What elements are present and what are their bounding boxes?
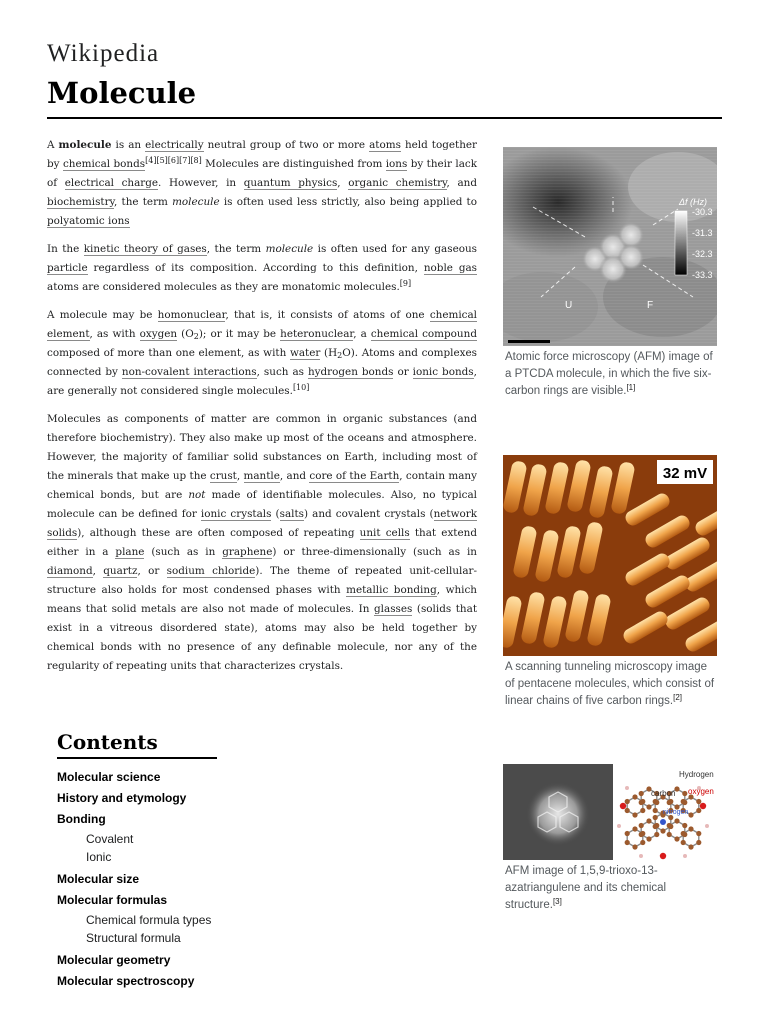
link-glasses[interactable]: glasses: [374, 603, 413, 615]
link-chemical-bonds[interactable]: chemical bonds: [62, 158, 146, 170]
colorbar-tick: -33.3: [692, 270, 713, 280]
citation-ref[interactable]: [1]: [626, 383, 636, 392]
table-of-contents: [57, 730, 357, 992]
toc-title: Contents: [57, 730, 158, 754]
link-salts[interactable]: salts: [279, 508, 304, 520]
link-atoms[interactable]: atoms: [369, 139, 401, 151]
title-divider: [47, 117, 722, 119]
toc-item[interactable]: Molecular formulas: [57, 893, 168, 907]
link-electrically[interactable]: electrically: [145, 139, 204, 151]
afm-ptcda-image: [503, 147, 717, 346]
toc-item[interactable]: Bonding: [57, 812, 106, 826]
link-water[interactable]: water: [289, 347, 321, 359]
colorbar-tick: -30.3: [692, 207, 713, 217]
link-sodium-chloride[interactable]: sodium chloride: [166, 565, 256, 577]
triazine-afm-image: [503, 764, 613, 860]
link-kinetic-theory[interactable]: kinetic theory of gases: [83, 243, 207, 255]
paragraph-homonuclear: A molecule may be homonuclear, that is, it consists of atoms of one chemical element, as with oxygen $(O_2)$; or it may be heteronuclear, a chemical compound composed of more than one element, as with water $(H_2O)$. Atoms and complexes connected by non-covalent interactions, such as hydrogen bonds or ionic bonds, are generally not considered single molecules.[10]: [47, 309, 478, 397]
link-ionic-crystals[interactable]: ionic crystals: [200, 508, 272, 520]
link-core-of-earth[interactable]: core of the Earth: [309, 470, 400, 482]
link-unit-cells[interactable]: unit cells: [359, 527, 410, 539]
link-mantle[interactable]: mantle: [243, 470, 280, 482]
triazine-structure-diagram: [613, 764, 719, 860]
article-body: [47, 136, 477, 685]
link-network-solids[interactable]: network solids: [47, 508, 477, 539]
triazine-caption: AFM image of 1,5,9-trioxo-13-azatriangulene and its chemical structure.[3]: [505, 865, 667, 911]
triazine-afm-figure[interactable]: [503, 764, 613, 860]
toc-subitem[interactable]: Ionic: [86, 850, 112, 864]
page-title: Molecule: [47, 76, 197, 110]
link-oxygen[interactable]: oxygen: [139, 328, 178, 340]
legend-hydrogen: Hydrogen: [679, 770, 714, 779]
legend-oxygen: oxygen: [688, 787, 714, 796]
link-ionic-bonds[interactable]: ionic bonds: [412, 366, 474, 378]
paragraph-intro: A molecule is an electrically neutral group of two or more atoms held together by chemical bonds[4][5][6][7][8] Molecules are distinguished from ions by their lack of electrical charge. However, in quantum physics, organic chemistry, and biochemistry, the term molecule is often used less strictly, also being applied to polyatomic ions: [47, 139, 478, 227]
colorbar: [675, 211, 687, 275]
label-u: U: [565, 300, 573, 311]
afm-ptcda-figure[interactable]: [503, 147, 717, 346]
link-quantum-physics[interactable]: quantum physics: [243, 177, 338, 189]
link-particle[interactable]: particle: [47, 262, 88, 274]
toc-divider: [57, 757, 217, 759]
paragraph-kinetic: In the kinetic theory of gases, the term molecule is often used for any gaseous particle regardless of its composition. According to this definition, noble gas atoms are considered molecules as they are monatomic molecules.[9]: [47, 243, 478, 293]
stm-pentacene-image: [503, 455, 717, 656]
triazine-structure-figure[interactable]: [613, 764, 719, 860]
toc-item[interactable]: Molecular size: [57, 872, 140, 886]
link-ions[interactable]: ions: [385, 158, 408, 170]
colorbar-tick: -31.3: [692, 228, 713, 238]
toc-item[interactable]: Molecular science: [57, 770, 161, 784]
colorbar-tick: -32.3: [692, 249, 713, 259]
stm-pentacene-caption: A scanning tunneling microscopy image of pentacene molecules, which consist of linear chains of five carbon rings.[2]: [505, 661, 715, 707]
bias-label: 32 mV: [662, 465, 708, 482]
paragraph-matter: Molecules as components of matter are common in organic substances (and therefore biochemistry). They also make up most of the oceans and atmosphere. However, the majority of familiar solid substances on Earth, including most of the minerals that make up the crust, mantle, and core of the Earth, contain many chemical bonds, but are not made of identifiable molecules. Also, no typical molecule can be defined for ionic crystals (salts) and covalent crystals (network solids), although these are often composed of repeating unit cells that extend either in a plane (such as in graphene) or three-dimensionally (such as in diamond, quartz, or sodium chloride). The theme of repeated unit-cellular-structure also holds for most condensed phases with metallic bonding, which means that solid metals are also not made of molecules. In glasses (solids that exist in a vitreous disordered state), atoms may also be held together by chemical bonds with no presence of any definable molecule, nor any of the regularity of repeating units that characterizes crystals.: [47, 413, 478, 672]
wikipedia-wordmark[interactable]: Wikipedia: [47, 40, 160, 67]
link-homonuclear[interactable]: homonuclear: [157, 309, 226, 321]
toc-subitem[interactable]: Structural formula: [86, 931, 181, 945]
link-plane[interactable]: plane: [115, 546, 145, 558]
citation-ref[interactable]: [10]: [292, 383, 310, 392]
link-metallic-bonding[interactable]: metallic bonding: [346, 584, 437, 596]
link-quartz[interactable]: quartz: [103, 565, 138, 577]
link-hydrogen-bonds[interactable]: hydrogen bonds: [307, 366, 394, 378]
link-organic-chemistry[interactable]: organic chemistry: [348, 177, 447, 189]
citation-ref[interactable]: [4][5][6][7][8]: [145, 156, 202, 165]
link-non-covalent[interactable]: non-covalent interactions: [121, 366, 257, 378]
link-electrical-charge[interactable]: electrical charge: [64, 177, 159, 189]
citation-ref[interactable]: [3]: [552, 897, 562, 906]
label-f: F: [647, 300, 654, 311]
citation-ref[interactable]: [2]: [673, 693, 683, 702]
toc-item[interactable]: Molecular spectroscopy: [57, 974, 195, 988]
stm-pentacene-figure[interactable]: [503, 455, 717, 656]
link-polyatomic-ions[interactable]: polyatomic ions: [47, 215, 130, 227]
link-crust[interactable]: crust: [209, 470, 237, 482]
legend-nitrogen: nitrogen: [663, 809, 689, 816]
toc-item[interactable]: Molecular geometry: [57, 953, 171, 967]
link-chemical-element[interactable]: chemical element: [47, 309, 477, 340]
afm-ptcda-caption: Atomic force microscopy (AFM) image of a PTCDA molecule, in which the five six-carbon rings are visible.[1]: [505, 351, 713, 397]
link-chemical-compound[interactable]: chemical compound: [370, 328, 477, 340]
toc-subitem[interactable]: Chemical formula types: [86, 913, 212, 927]
toc-subitem[interactable]: Covalent: [86, 832, 134, 846]
link-heteronuclear[interactable]: heteronuclear: [280, 328, 354, 340]
colorbar-title: Δf (Hz): [679, 197, 708, 207]
link-biochemistry[interactable]: biochemistry: [47, 196, 115, 208]
citation-ref[interactable]: [9]: [399, 279, 412, 288]
legend-carbon: carbon: [651, 789, 676, 798]
link-diamond[interactable]: diamond: [47, 565, 93, 577]
link-noble-gas[interactable]: noble gas: [423, 262, 478, 274]
toc-item[interactable]: History and etymology: [57, 791, 187, 805]
link-graphene[interactable]: graphene: [222, 546, 273, 558]
